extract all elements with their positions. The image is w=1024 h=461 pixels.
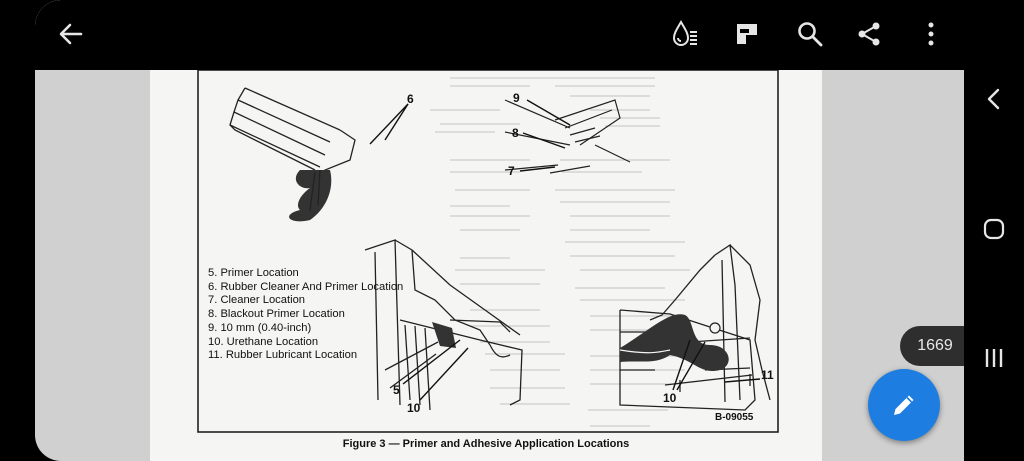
recents-nav-icon: [983, 347, 1005, 369]
page-number-indicator[interactable]: 1669: [900, 326, 970, 366]
back-button[interactable]: [49, 12, 93, 56]
edit-pencil-icon: [889, 390, 919, 420]
callout-8: 8: [512, 126, 519, 140]
search-button[interactable]: [788, 12, 832, 56]
callout-10-left: 10: [407, 401, 421, 415]
share-icon: [855, 20, 883, 48]
page-layout-icon: [733, 20, 761, 48]
legend-item: 7. Cleaner Location: [208, 294, 306, 307]
legend-item: 6. Rubber Cleaner And Primer Location: [208, 280, 404, 293]
callout-9: 9: [513, 91, 520, 105]
figure-legend: [208, 267, 403, 363]
legend-item: 9. 10 mm (0.40-inch): [208, 321, 312, 334]
callout-6: 6: [407, 92, 414, 106]
callout-10-right: 10: [663, 391, 677, 405]
share-button[interactable]: [847, 12, 891, 56]
figure-id: B-09055: [715, 412, 754, 423]
more-options-button[interactable]: [909, 12, 953, 56]
system-back-button[interactable]: [974, 79, 1014, 119]
top-toolbar: [35, 0, 964, 70]
system-navigation-bar: [964, 0, 1024, 461]
pdf-viewer: [35, 0, 964, 461]
back-nav-icon: [984, 87, 1004, 111]
legend-item: 10. Urethane Location: [208, 335, 319, 348]
system-recents-button[interactable]: [974, 338, 1014, 378]
page-layout-button[interactable]: [725, 12, 769, 56]
legend-item: 11. Rubber Lubricant Location: [208, 349, 358, 362]
callout-5: 5: [393, 383, 400, 397]
ink-saver-button[interactable]: [663, 12, 707, 56]
arrow-left-icon: [57, 20, 85, 48]
legend-item: 8. Blackout Primer Location: [208, 308, 345, 321]
figure-illustration: [150, 70, 822, 461]
search-icon: [796, 20, 824, 48]
home-nav-icon: [982, 217, 1006, 241]
legend-item: 5. Primer Location: [208, 267, 299, 279]
edit-fab-button[interactable]: [868, 369, 940, 441]
document-page[interactable]: [150, 70, 822, 461]
figure-caption: Figure 3 — Primer and Adhesive Application Locations: [342, 438, 630, 450]
system-home-button[interactable]: [974, 209, 1014, 249]
callout-7: 7: [508, 164, 515, 178]
callout-11: 11: [761, 368, 774, 382]
more-vert-icon: [927, 21, 935, 47]
ink-saver-icon: [669, 18, 701, 50]
